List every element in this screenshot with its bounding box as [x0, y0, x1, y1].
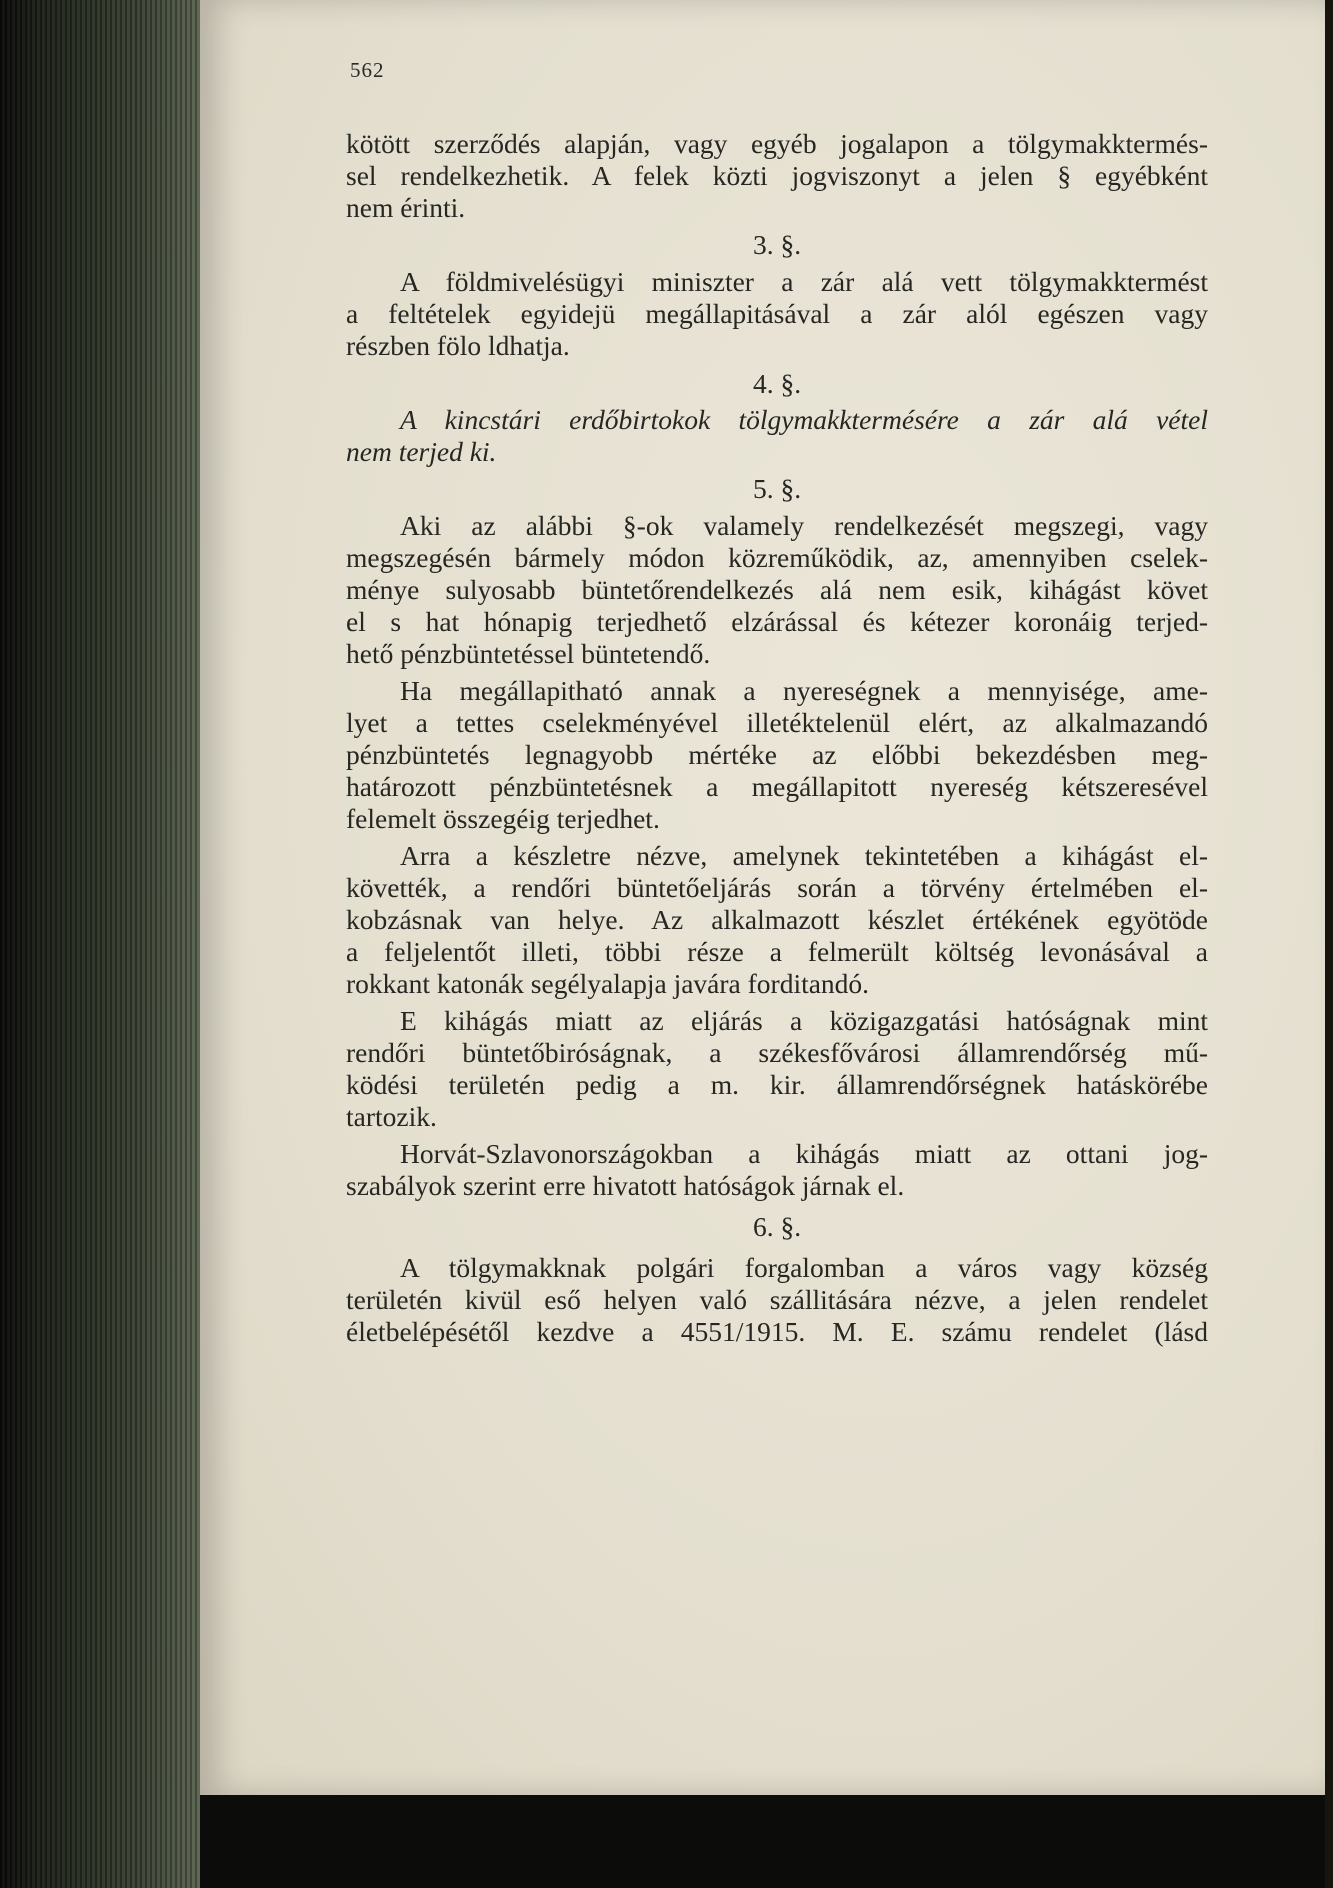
section-heading: 3. §.	[752, 229, 802, 260]
text-line: részben fölo ldhatja.	[346, 330, 570, 361]
text-line: a feljelentőt illeti, többi része a felmerült költség levonásával a	[346, 936, 1208, 967]
text-line: pénzbüntetés legnagyobb mértéke az előbbi bekezdésben meg-	[346, 739, 1208, 770]
text-line: szabályok szerint erre hivatott hatóságok járnak el.	[346, 1170, 905, 1201]
text-line: határozott pénzbüntetésnek a megállapitott nyereség kétszeresével	[346, 771, 1208, 802]
section-heading: 6. §.	[752, 1211, 802, 1242]
text-line: a feltételek egyidejü megállapitásával a zár alól egészen vagy	[346, 298, 1208, 329]
text-line: Arra a készletre nézve, amelynek tekintetében a kihágást el-	[400, 840, 1208, 871]
text-line: kötött szerződés alapján, vagy egyéb jogalapon a tölgymakktermés-	[346, 128, 1208, 159]
text-line: felemelt összegéig terjedhet.	[346, 803, 660, 834]
text-line: kobzásnak van helye. Az alkalmazott készlet értékének egyötöde	[346, 904, 1208, 935]
text-line: életbelépésétől kezdve a 4551/1915. M. E. számu rendelet (lásd	[346, 1316, 1208, 1347]
text-line: E kihágás miatt az eljárás a közigazgatási hatóságnak mint	[400, 1005, 1208, 1036]
text-line: Aki az alábbi §-ok valamely rendelkezését megszegi, vagy	[400, 510, 1208, 541]
text-line: hető pénzbüntetéssel büntetendő.	[346, 638, 711, 669]
text-line: nem érinti.	[346, 192, 466, 223]
text-line: megszegésén bármely módon közreműködik, az, amennyiben cselek-	[346, 542, 1208, 573]
book-page	[200, 0, 1325, 1795]
text-line: rendőri büntetőbiróságnak, a székesfővárosi államrendőrség mű-	[346, 1037, 1208, 1068]
text-line: A tölgymakknak polgári forgalomban a város vagy község	[400, 1252, 1208, 1283]
text-line: lyet a tettes cselekményével illetéktelenül elért, az alkalmazandó	[346, 707, 1208, 738]
section-heading: 5. §.	[752, 473, 802, 504]
text-line: Horvát-Szlavonországokban a kihágás miatt az ottani jog-	[400, 1138, 1208, 1169]
scan-margin	[1325, 0, 1333, 1888]
text-line: ködési területén pedig a m. kir. államrendőrségnek hatáskörébe	[346, 1069, 1208, 1100]
text-line: ménye sulyosabb büntetőrendelkezés alá nem esik, kihágást követ	[346, 574, 1208, 605]
text-line: sel rendelkezhetik. A felek közti jogviszonyt a jelen § egyébként	[346, 160, 1208, 191]
text-line: területén kivül eső helyen való szállitására nézve, a jelen rendelet	[346, 1284, 1208, 1315]
book-spine-edge	[0, 0, 200, 1888]
text-line: Ha megállapitható annak a nyereségnek a mennyisége, ame-	[400, 675, 1208, 706]
text-line: A földmivelésügyi miniszter a zár alá vett tölgymakktermést	[400, 266, 1208, 297]
page-number: 562	[350, 58, 385, 82]
text-line: nem terjed ki.	[346, 436, 497, 467]
section-heading: 4. §.	[752, 368, 802, 399]
text-line: tartozik.	[346, 1101, 437, 1132]
text-line: rokkant katonák segélyalapja javára forditandó.	[346, 968, 870, 999]
text-line: A kincstári erdőbirtokok tölgymakktermésére a zár alá vétel	[400, 404, 1208, 435]
text-line: el s hat hónapig terjedhető elzárással és kétezer koronáig terjed-	[346, 606, 1208, 637]
text-line: követték, a rendőri büntetőeljárás során a törvény értelmében el-	[346, 872, 1208, 903]
